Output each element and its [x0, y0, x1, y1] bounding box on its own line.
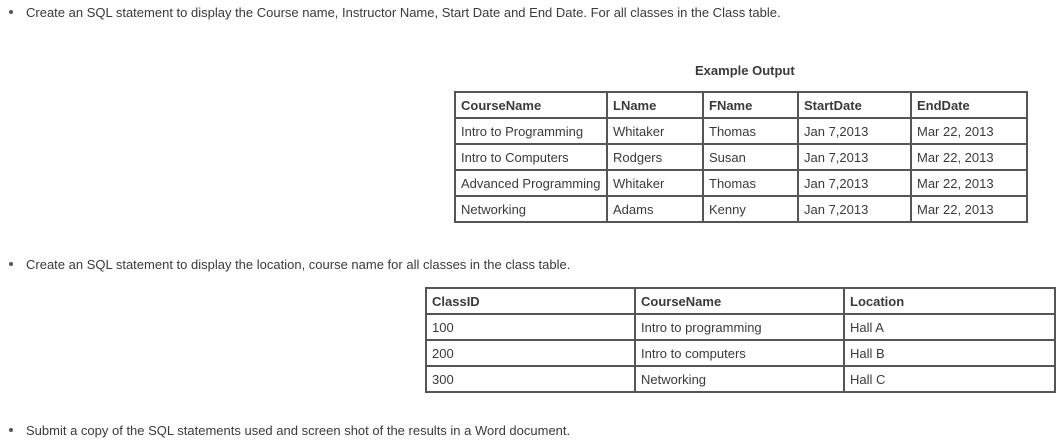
- table-cell: Mar 22, 2013: [911, 170, 1027, 196]
- table-cell: Mar 22, 2013: [911, 118, 1027, 144]
- table-header-row: [426, 288, 1055, 314]
- table-cell: Mar 22, 2013: [911, 196, 1027, 222]
- table-cell: Kenny: [703, 196, 798, 222]
- table-row: [426, 366, 1055, 392]
- example-output-table: [454, 91, 1028, 223]
- table-cell: Hall C: [844, 366, 1055, 392]
- table-cell: Whitaker: [607, 170, 703, 196]
- table-cell: 200: [426, 340, 635, 366]
- table-header-row: [455, 92, 1027, 118]
- table-cell: Intro to Computers: [455, 144, 607, 170]
- bullet-text: Create an SQL statement to display the Course name, Instructor Name, Start Date and End Date. For all classes in the Class table.: [26, 4, 781, 20]
- bullet-item-location-query: [9, 254, 570, 274]
- table-row: [455, 170, 1027, 196]
- table-row: [455, 144, 1027, 170]
- column-header: FName: [703, 92, 798, 118]
- column-header: StartDate: [798, 92, 911, 118]
- table-cell: Advanced Programming: [455, 170, 607, 196]
- table-cell: Rodgers: [607, 144, 703, 170]
- bullet-text: Submit a copy of the SQL statements used and screen shot of the results in a Word document.: [26, 422, 571, 438]
- column-header: LName: [607, 92, 703, 118]
- table-cell: Networking: [455, 196, 607, 222]
- table-row: [455, 118, 1027, 144]
- bullet-dot-icon: [9, 428, 13, 432]
- column-header: ClassID: [426, 288, 635, 314]
- table-cell: Networking: [635, 366, 844, 392]
- bullet-dot-icon: [9, 10, 13, 14]
- column-header: CourseName: [635, 288, 844, 314]
- table-cell: Susan: [703, 144, 798, 170]
- class-location-table: [425, 287, 1056, 393]
- table-row: [455, 196, 1027, 222]
- bullet-item-course-query: [9, 2, 781, 22]
- table-cell: Thomas: [703, 170, 798, 196]
- table-cell: Thomas: [703, 118, 798, 144]
- table-row: [426, 314, 1055, 340]
- table-cell: Jan 7,2013: [798, 170, 911, 196]
- column-header: Location: [844, 288, 1055, 314]
- table-cell: Intro to Programming: [455, 118, 607, 144]
- example-output-caption: Example Output: [695, 63, 795, 78]
- bullet-dot-icon: [9, 262, 13, 266]
- bullet-item-submit: [9, 420, 570, 440]
- table-cell: 300: [426, 366, 635, 392]
- bullet-text: Create an SQL statement to display the location, course name for all classes in the class table.: [26, 256, 571, 272]
- table-cell: Intro to programming: [635, 314, 844, 340]
- table-cell: 100: [426, 314, 635, 340]
- table-cell: Mar 22, 2013: [911, 144, 1027, 170]
- table-cell: Jan 7,2013: [798, 144, 911, 170]
- table-cell: Adams: [607, 196, 703, 222]
- table-cell: Jan 7,2013: [798, 118, 911, 144]
- table-cell: Whitaker: [607, 118, 703, 144]
- table-cell: Hall A: [844, 314, 1055, 340]
- table-cell: Hall B: [844, 340, 1055, 366]
- table-cell: Jan 7,2013: [798, 196, 911, 222]
- column-header: CourseName: [455, 92, 607, 118]
- column-header: EndDate: [911, 92, 1027, 118]
- table-cell: Intro to computers: [635, 340, 844, 366]
- table-row: [426, 340, 1055, 366]
